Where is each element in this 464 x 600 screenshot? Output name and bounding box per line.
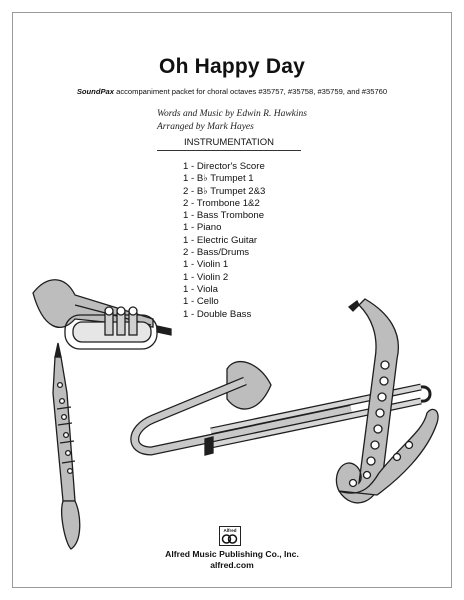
alfred-logo-mark xyxy=(220,533,239,545)
trumpet-illustration xyxy=(33,280,171,349)
song-title: Oh Happy Day xyxy=(159,55,305,78)
instrument-artwork xyxy=(13,13,451,587)
list-item: 1 - Bass Trombone xyxy=(183,210,265,222)
instrumentation-heading: INSTRUMENTATION xyxy=(157,137,301,151)
publisher-name: Alfred Music Publishing Co., Inc. xyxy=(165,549,299,559)
list-item: 1 - Piano xyxy=(183,222,222,234)
alfred-logo-word: Alfred xyxy=(223,528,237,533)
words-music-credit: Words and Music by Edwin R. Hawkins xyxy=(157,109,307,119)
cover-page xyxy=(12,12,452,588)
list-item: 2 - B♭ Trumpet 2&3 xyxy=(183,185,266,197)
list-item: 2 - Trombone 1&2 xyxy=(183,197,260,209)
list-item: 1 - Double Bass xyxy=(183,308,252,320)
alfred-logo-icon xyxy=(219,526,241,546)
list-item: 1 - Electric Guitar xyxy=(183,234,258,246)
list-item: 1 - Director's Score xyxy=(183,161,265,172)
list-item: 2 - Bass/Drums xyxy=(183,247,250,259)
soundpax-description: accompaniment packet for choral octaves #35757, #35758, #35759, and #35760 xyxy=(113,87,388,96)
list-item: 1 - Violin 1 xyxy=(183,259,229,271)
list-item: 1 - Cello xyxy=(183,296,219,308)
publisher-website: alfred.com xyxy=(210,560,254,570)
arranger-credit: Arranged by Mark Hayes xyxy=(157,122,254,132)
list-item: 1 - Violin 2 xyxy=(183,271,229,283)
list-item: 1 - B♭ Trumpet 1 xyxy=(183,173,254,185)
list-item: 1 - Viola xyxy=(183,283,219,295)
soundpax-brand: SoundPax xyxy=(76,87,114,96)
clarinet-illustration xyxy=(53,343,80,549)
